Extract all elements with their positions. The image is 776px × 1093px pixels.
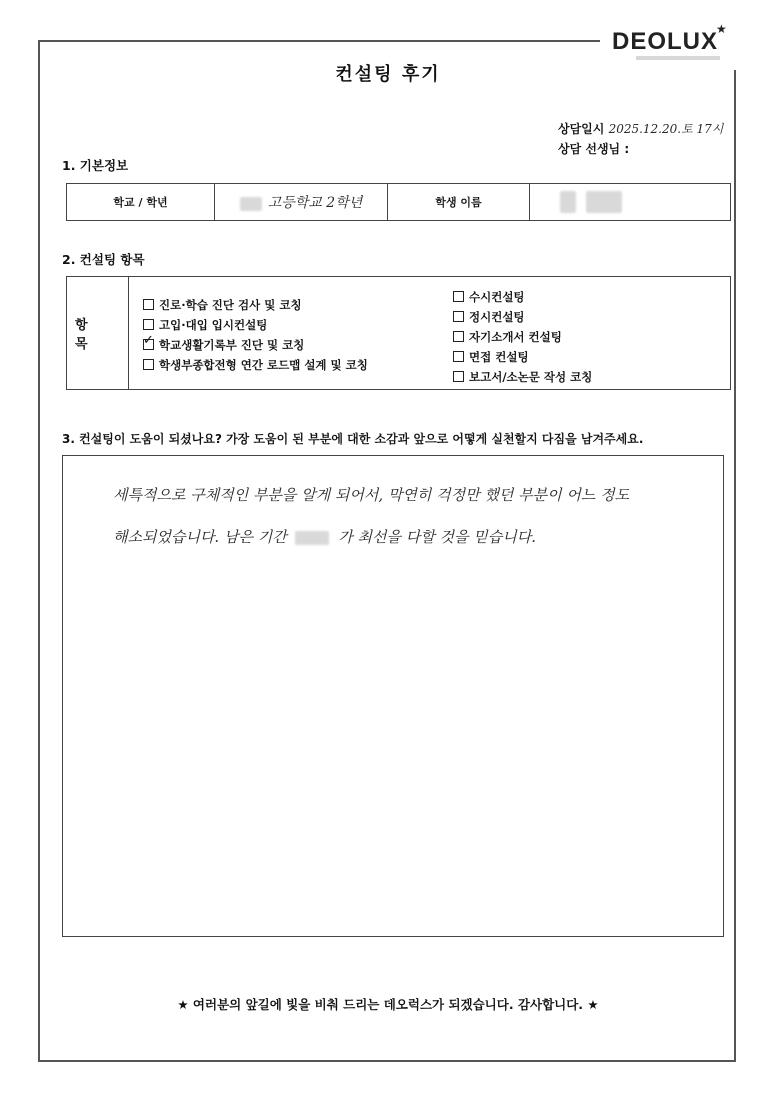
- consulting-items-box: [66, 276, 731, 390]
- item-report[interactable]: 보고서/소논문 작성 코칭: [453, 367, 592, 387]
- student-name-label: 학생 이름: [388, 184, 530, 221]
- section-basic-info-heading: 1. 기본정보: [62, 158, 129, 173]
- item-self-intro[interactable]: 자기소개서 컨설팅: [453, 327, 592, 347]
- school-grade-value-cell: [215, 184, 388, 221]
- checkbox[interactable]: [453, 351, 464, 362]
- consult-date-value: 2025.12.20.토 17시: [608, 122, 724, 136]
- consult-date: [558, 120, 723, 137]
- section-items-heading: 2. 컨설팅 항목: [62, 252, 145, 267]
- answer-line-1: 세특적으로 구체적인 부분을 알게 되어서, 막연히 걱정만 했던 부분이 어느 정도: [113, 486, 630, 504]
- checkbox[interactable]: [143, 299, 154, 310]
- page-title: 컨설팅 후기: [335, 64, 441, 85]
- school-grade-label: 학교 / 학년: [67, 184, 215, 221]
- consult-date-label: 상담일시: [558, 122, 605, 136]
- item-interview[interactable]: 면접 컨설팅: [453, 347, 592, 367]
- item-career-study[interactable]: 진로·학습 진단 검사 및 코칭: [143, 295, 368, 315]
- logo-star-icon: ★: [716, 22, 727, 36]
- student-name-redacted-2: [586, 191, 622, 213]
- school-grade-value: 고등학교 2학년: [267, 195, 363, 211]
- student-name-redacted-1: [560, 191, 576, 213]
- checkbox[interactable]: [453, 291, 464, 302]
- deolux-logo: DEOLUX: [612, 28, 719, 55]
- checkbox[interactable]: [453, 311, 464, 322]
- checkbox[interactable]: [453, 371, 464, 382]
- items-left-list: [143, 295, 368, 375]
- item-jeongsi[interactable]: 정시컨설팅: [453, 307, 592, 327]
- item-admission[interactable]: 고입·대입 입시컨설팅: [143, 315, 368, 335]
- name-redacted: [295, 531, 329, 545]
- checkbox-checked[interactable]: [143, 333, 154, 350]
- items-label: 항 목: [67, 277, 129, 389]
- school-name-redacted: [240, 197, 262, 211]
- checkbox[interactable]: [143, 319, 154, 330]
- checkbox[interactable]: [143, 359, 154, 370]
- check-icon: ✓: [143, 333, 154, 348]
- items-right-list: [453, 287, 592, 387]
- student-name-value-cell: [530, 184, 731, 221]
- item-school-record[interactable]: ✓ 학교생활기록부 진단 및 코칭: [143, 333, 305, 352]
- feedback-answer-area[interactable]: [62, 455, 724, 937]
- consult-teacher: 상담 선생님 :: [558, 142, 630, 156]
- footer-message: ★ 여러분의 앞길에 빛을 비춰 드리는 데오럭스가 되겠습니다. 감사합니다. ★: [177, 997, 599, 1012]
- feedback-question: 3. 컨설팅이 도움이 되셨나요? 가장 도움이 된 부분에 대한 소감과 앞으로 어떻게 실천할지 다짐을 남겨주세요.: [62, 432, 644, 446]
- checkbox[interactable]: [453, 331, 464, 342]
- answer-line-2: 해소되었습니다. 남은 기간 가 최선을 다할 것을 믿습니다.: [113, 528, 536, 546]
- item-susi[interactable]: 수시컨설팅: [453, 287, 592, 307]
- basic-info-table: [66, 183, 731, 221]
- item-roadmap[interactable]: 학생부종합전형 연간 로드맵 설계 및 코칭: [143, 355, 368, 375]
